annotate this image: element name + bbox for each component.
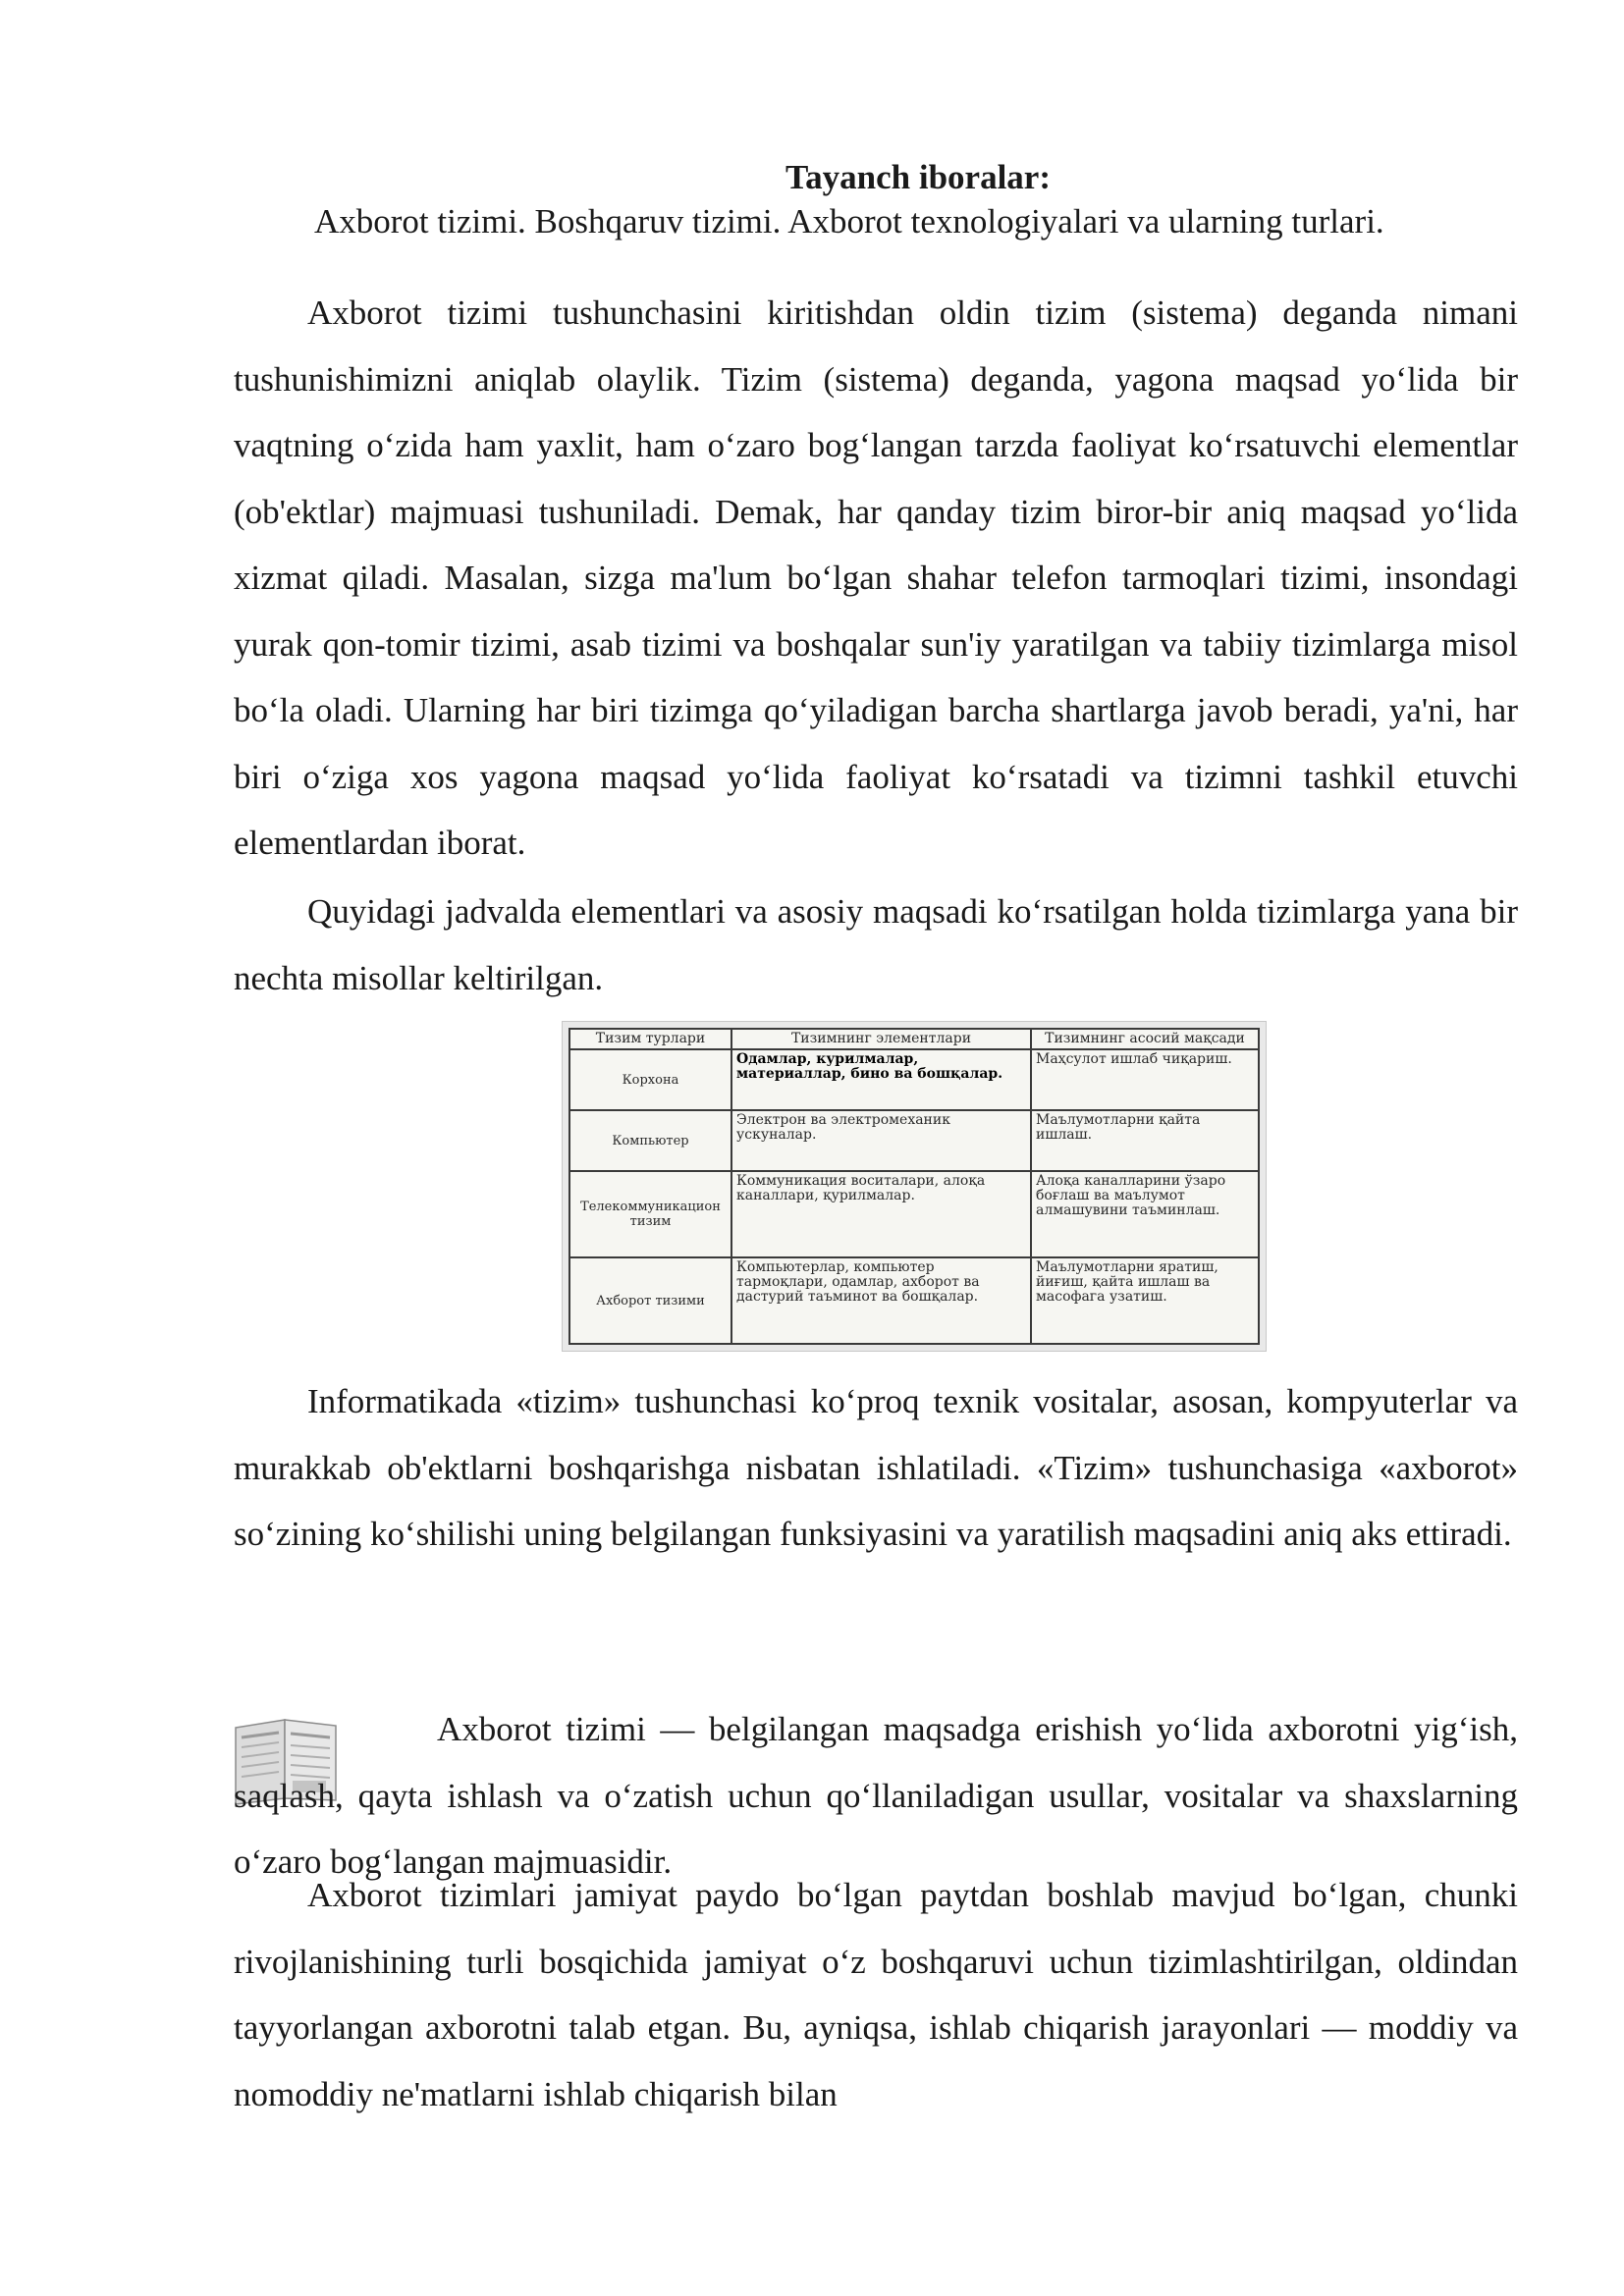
paragraph-system-definition: Axborot tizimi tushunchasini kiritishdan oldin tizim (sistema) deganda nimani tushunishimizni aniqlab olaylik. Tizim (sistema) deganda, yagona maqsad yo‘lida bir vaqtning o‘zida ham yaxlit, ham o‘zaro bog‘langan tarzda faoliyat ko‘rsatuvchi elementlar (ob'ektlar) majmuasi tushuniladi. Demak, har qanday tizim biror-bir aniq maqsad yo‘lida xizmat qiladi. Masalan, sizga ma'lum bo‘lgan shahar telefon tarmoqlari tizimi, insondagi yurak qon-tomir tizimi, asab tizimi va boshqalar sun'iy yaratilgan va tabiiy tizimlarga misol bo‘la oladi. Ularning har biri tizimga qo‘yiladigan barcha shartlarga javob beradi, ya'ni, har biri o‘ziga xos yagona maqsad yo‘lida faoliyat ko‘rsatadi va tizimni tashkil etuvchi elementlardan iborat. (234, 294, 1518, 862)
table-header-cell: Тизимнинг асосий мақсади (1031, 1029, 1259, 1049)
paragraph-information-systems-history: Axborot tizimlari jamiyat paydo bo‘lgan paytdan boshlab mavjud bo‘lgan, chunki rivojlanishining turli bosqichida jamiyat o‘z boshqaruvi uchun tizimlashtirilgan, oldindan tayyorlangan axborotni talab etgan. Bu, ayniqsa, ishlab chiqarish jarayonlari — moddiy va nomoddiy ne'matlarni ishlab chiqarish bilan (234, 1876, 1518, 2113)
table-row (569, 1110, 1259, 1171)
table-header-cell: Тизим турлари (569, 1029, 731, 1049)
table-header-row (569, 1029, 1259, 1049)
paragraph-information-system-definition: Axborot tizimi — belgilangan maqsadga erishish yo‘lida axborotni yig‘ish, saqlash, qayta ishlash va o‘zatish uchun qo‘llaniladigan usullar, vositalar va shaxslarning o‘zaro bog‘langan majmuasidir. (234, 1710, 1518, 1881)
table-cell: Алоқа каналларини ўзаро боғлаш ва маълумот алмашувини таъминлаш. (1031, 1171, 1259, 1257)
table-row (569, 1171, 1259, 1257)
table-cell: Компьютерлар, компьютер тармоқлари, одамлар, ахборот ва дастурий таъминот ва бошқалар. (731, 1257, 1031, 1344)
table-cell: Ахборот тизими (569, 1257, 731, 1344)
table-row (569, 1049, 1259, 1110)
table-cell: Маълумотларни қайта ишлаш. (1031, 1110, 1259, 1171)
table-cell: Одамлар, курилмалар, материаллар, бино ва бошқалар. (731, 1049, 1031, 1110)
key-terms: Axborot tizimi. Boshqaruv tizimi. Axborot texnologiyalari va ularning turlari. (314, 202, 1384, 240)
table-cell: Коммуникация воситалари, алоқа каналлари, қурилмалар. (731, 1171, 1031, 1257)
table-row (569, 1257, 1259, 1344)
table-cell: Компьютер (569, 1110, 731, 1171)
systems-table-image (562, 1021, 1267, 1352)
systems-table (568, 1028, 1260, 1345)
paragraph-informatics: Informatikada «tizim» tushunchasi ko‘proq texnik vositalar, asosan, kompyuterlar va murakkab ob'ektlarni boshqarishga nisbatan ishlatiladi. «Tizim» tushunchasiga «axborot» so‘zining ko‘shilishi uning belgilangan funksiyasini va yaratilish maqsadini aniq aks ettiradi. (234, 1382, 1518, 1553)
table-cell: Маълумотларни яратиш, йиғиш, қайта ишлаш ва масофага узатиш. (1031, 1257, 1259, 1344)
table-cell: Телекоммуникацион тизим (569, 1171, 731, 1257)
table-cell: Электрон ва электромеханик ускуналар. (731, 1110, 1031, 1171)
paragraph-table-intro: Quyidagi jadvalda elementlari va asosiy maqsadi ko‘rsatilgan holda tizimlarga yana bir nechta misollar keltirilgan. (234, 892, 1518, 997)
table-cell: Маҳсулот ишлаб чиқариш. (1031, 1049, 1259, 1110)
table-header-cell: Тизимнинг элементлари (731, 1029, 1031, 1049)
table-cell: Корхона (569, 1049, 731, 1110)
page-heading: Tayanch iboralar: (785, 158, 1051, 196)
